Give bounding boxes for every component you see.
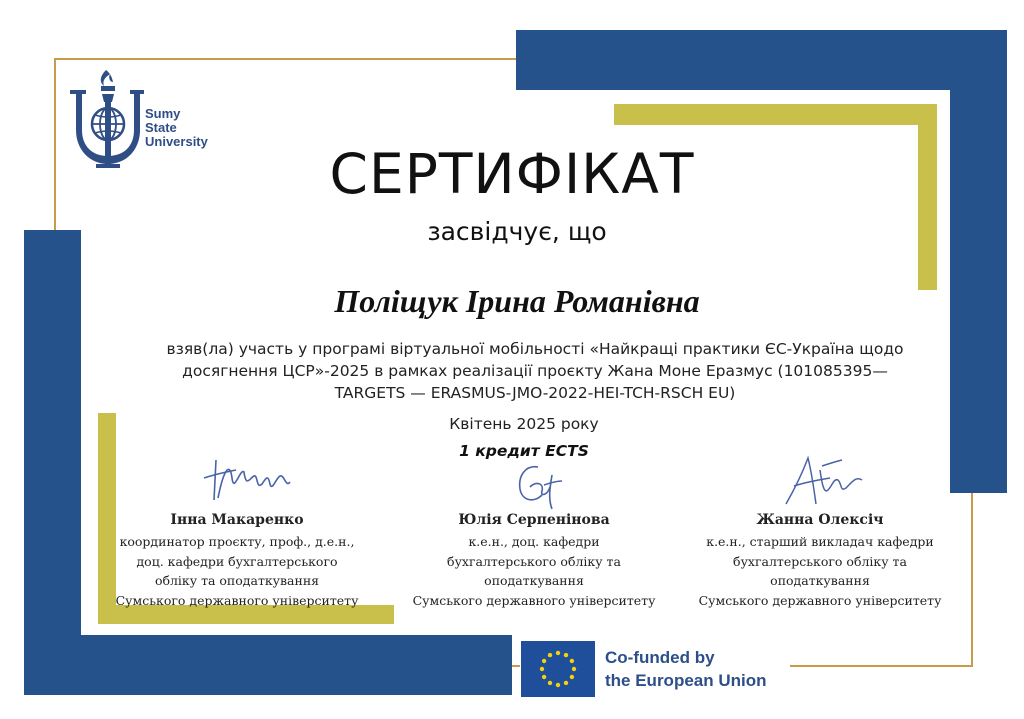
eu-text-line-2: the European Union: [605, 671, 767, 690]
signer-2-desc-1: к.е.н., доц. кафедри: [468, 534, 600, 549]
body-line-1: взяв(ла) участь у програмі віртуальної мобільності «Найкращі практики ЄС-Україна щодо: [166, 340, 904, 358]
signer-3-desc-2: бухгалтерського обліку та: [733, 553, 907, 569]
signer-1-desc-1: координатор проєкту, проф., д.е.н.,: [119, 534, 355, 549]
logo-line-1: Sumy: [145, 106, 181, 121]
bottom-left-blue-block: [24, 635, 512, 695]
body-line-3: TARGETS — ERASMUS-JMO-2022-HEI-TCH-RSCH EU): [334, 384, 736, 402]
signer-1-desc-2: доц. кафедри бухгалтерського: [136, 553, 338, 569]
signer-1-name: Інна Макаренко: [170, 512, 304, 528]
signature-3: [772, 450, 872, 512]
signer-1-desc-4: Сумського державного університету: [115, 592, 359, 608]
signer-3-desc-3: оподаткування: [770, 573, 870, 588]
recipient-name: Поліщук Ірина Романівна: [334, 283, 700, 319]
signer-2-desc-2: бухгалтерського обліку та: [447, 553, 621, 569]
signer-1: [87, 508, 387, 610]
certificate-date: Квітень 2025 року: [449, 415, 599, 433]
signer-3-desc-1: к.е.н., старший викладач кафедри: [706, 534, 934, 549]
top-right-olive-bar: [614, 104, 937, 125]
signer-2-desc-3: оподаткування: [484, 573, 584, 588]
logo-line-3: University: [145, 134, 208, 149]
certificate-title: СЕРТИФІКАТ: [329, 142, 695, 206]
eu-flag-icon: [521, 641, 595, 697]
ects-credits: 1 кредит ECTS: [459, 442, 589, 460]
certificate-body: [130, 338, 940, 404]
signer-1-desc-3: обліку та оподаткування: [154, 573, 320, 588]
eu-text-line-1: Co-funded by: [605, 648, 715, 667]
top-right-blue-block: [516, 30, 1007, 90]
eu-cofunded-text: [605, 646, 767, 692]
signer-2-desc-4: Сумського державного університету: [412, 592, 656, 608]
certificate-subtitle: засвідчує, що: [427, 217, 607, 246]
signer-3-name: Жанна Олексіч: [756, 512, 884, 528]
signature-1: [196, 448, 296, 508]
logo-line-2: State: [145, 120, 177, 135]
signer-2-name: Юлія Серпенінова: [458, 512, 610, 528]
signer-3: [670, 508, 970, 610]
body-line-2: досягнення ЦСР»-2025 в рамках реалізації проєкту Жана Моне Еразмус (101085395—: [182, 362, 888, 380]
signer-2: [384, 508, 684, 610]
signer-3-desc-4: Сумського державного університету: [698, 592, 942, 608]
